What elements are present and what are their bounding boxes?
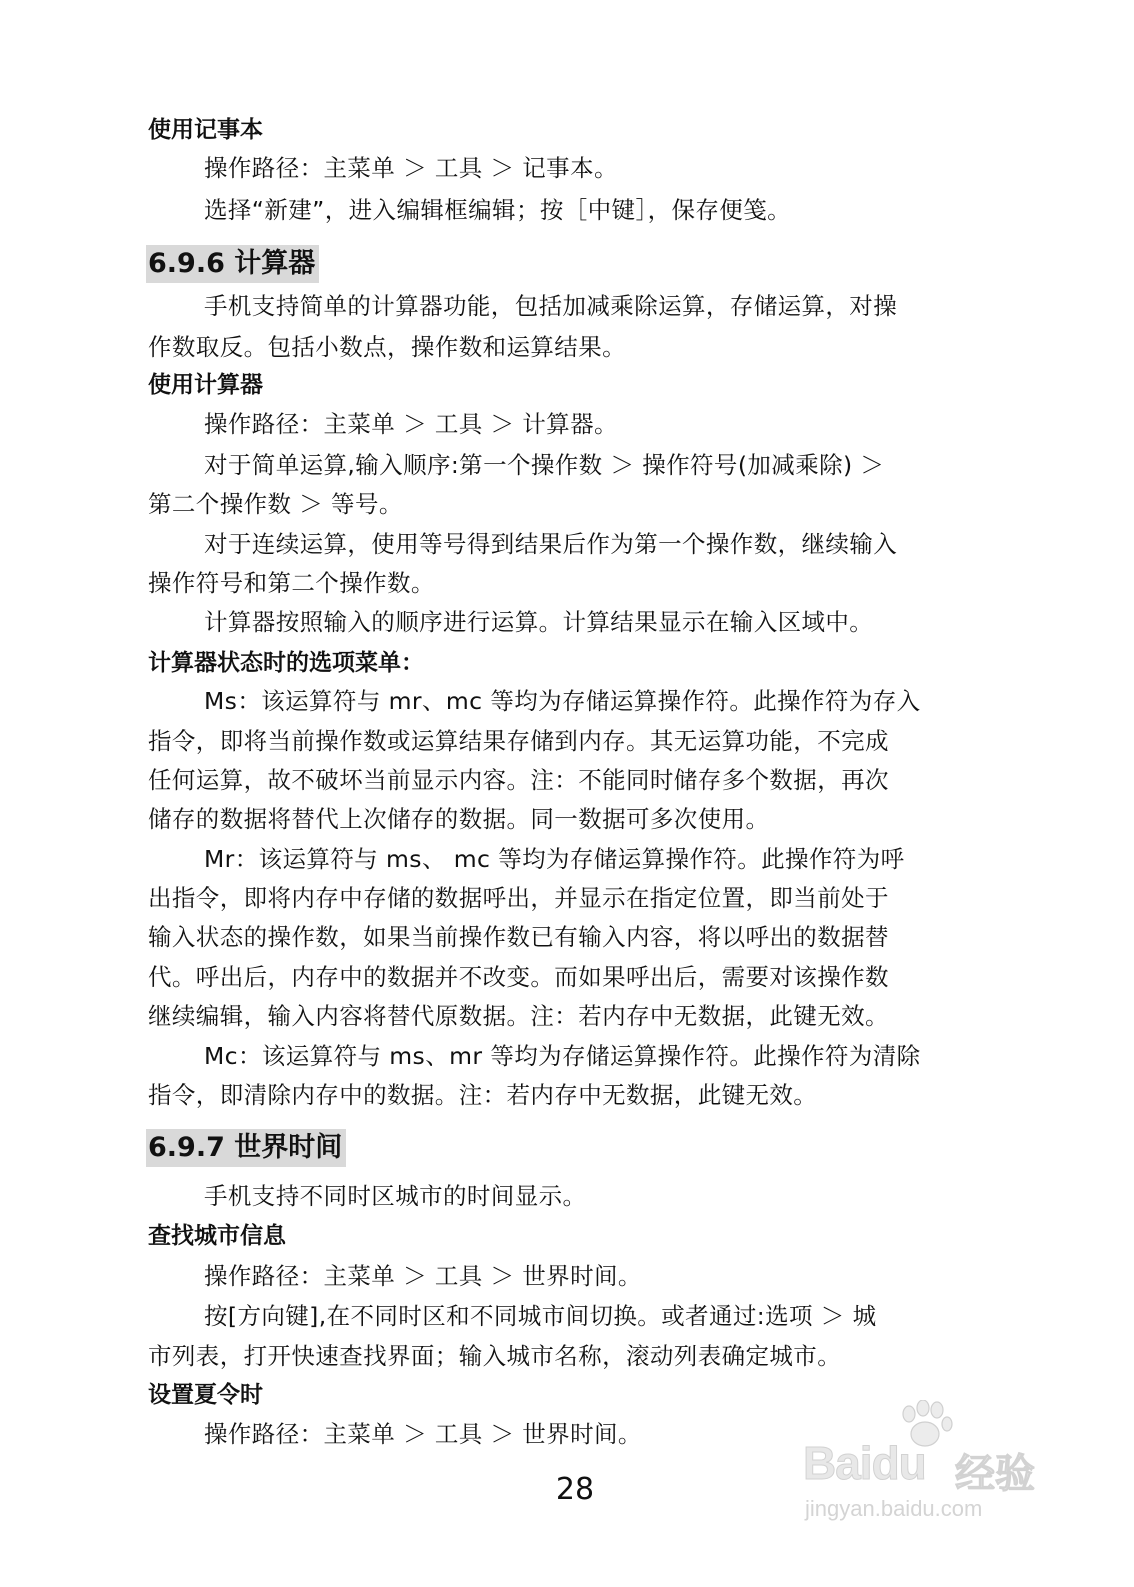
calculator-intro-line: 作数取反。包括小数点，操作数和运算结果。 [148,333,626,361]
mr-line: 继续编辑，输入内容将替代原数据。注：若内存中无数据，此键无效。 [148,1002,889,1030]
calculator-order: 计算器按照输入的顺序进行运算。计算结果显示在输入区域中。 [204,608,874,636]
calculator-simple-line: 对于简单运算,输入顺序:第一个操作数 ＞ 操作符号(加减乘除) ＞ [204,451,885,479]
watermark-brand: Baidu [803,1437,926,1489]
calculator-intro-line: 手机支持简单的计算器功能，包括加减乘除运算，存储运算，对操 [204,292,898,320]
dst-heading: 设置夏令时 [148,1382,263,1408]
worldtime-intro: 手机支持不同时区城市的时间显示。 [204,1182,587,1210]
watermark-brand-cn: 经验 [955,1451,1035,1497]
dst-path: 操作路径：主菜单 ＞ 工具 ＞ 世界时间。 [204,1420,642,1448]
watermark-url: jingyan.baidu.com [805,1496,983,1521]
calculator-path: 操作路径：主菜单 ＞ 工具 ＞ 计算器。 [204,410,618,438]
notepad-desc: 选择“新建”，进入编辑框编辑；按［中键］，保存便笺。 [204,196,791,224]
ms-line: Ms：该运算符与 mr、mc 等均为存储运算操作符。此操作符为存入 [204,687,921,715]
find-city-heading: 查找城市信息 [148,1223,286,1249]
calculator-continuous-line: 对于连续运算，使用等号得到结果后作为第一个操作数，继续输入 [204,530,898,558]
mc-line: 指令，即清除内存中的数据。注：若内存中无数据，此键无效。 [148,1081,818,1109]
worldtime-switch-line: 市列表，打开快速查找界面；输入城市名称，滚动列表确定城市。 [148,1342,842,1370]
ms-line: 指令，即将当前操作数或运算结果存储到内存。其无运算功能，不完成 [148,727,889,755]
page-number: 28 [555,1472,595,1507]
worldtime-path: 操作路径：主菜单 ＞ 工具 ＞ 世界时间。 [204,1262,642,1290]
mc-line: Mc：该运算符与 ms、mr 等均为存储运算操作符。此操作符为清除 [204,1042,921,1070]
worldtime-section-title: 6.9.7 世界时间 [146,1129,346,1167]
calculator-use-heading: 使用计算器 [148,372,263,398]
worldtime-switch-line: 按[方向键],在不同时区和不同城市间切换。或者通过:选项 ＞ 城 [204,1302,877,1330]
mr-line: 代。呼出后，内存中的数据并不改变。而如果呼出后，需要对该操作数 [148,963,889,991]
calculator-section-title: 6.9.6 计算器 [146,245,319,283]
mr-line: 出指令，即将内存中存储的数据呼出，并显示在指定位置，即当前处于 [148,884,889,912]
mr-line: 输入状态的操作数，如果当前操作数已有输入内容，将以呼出的数据替 [148,923,889,951]
calculator-continuous-line: 操作符号和第二个操作数。 [148,569,435,597]
notepad-path: 操作路径：主菜单 ＞ 工具 ＞ 记事本。 [204,154,618,182]
calculator-options-heading: 计算器状态时的选项菜单： [148,650,424,676]
mr-line: Mr：该运算符与 ms、 mc 等均为存储运算操作符。此操作符为呼 [204,845,905,873]
calculator-simple-line: 第二个操作数 ＞ 等号。 [148,490,403,518]
ms-line: 储存的数据将替代上次储存的数据。同一数据可多次使用。 [148,805,770,833]
notepad-heading: 使用记事本 [148,117,263,143]
baidu-watermark [795,1400,1055,1550]
ms-line: 任何运算，故不破坏当前显示内容。注：不能同时储存多个数据，再次 [148,766,889,794]
